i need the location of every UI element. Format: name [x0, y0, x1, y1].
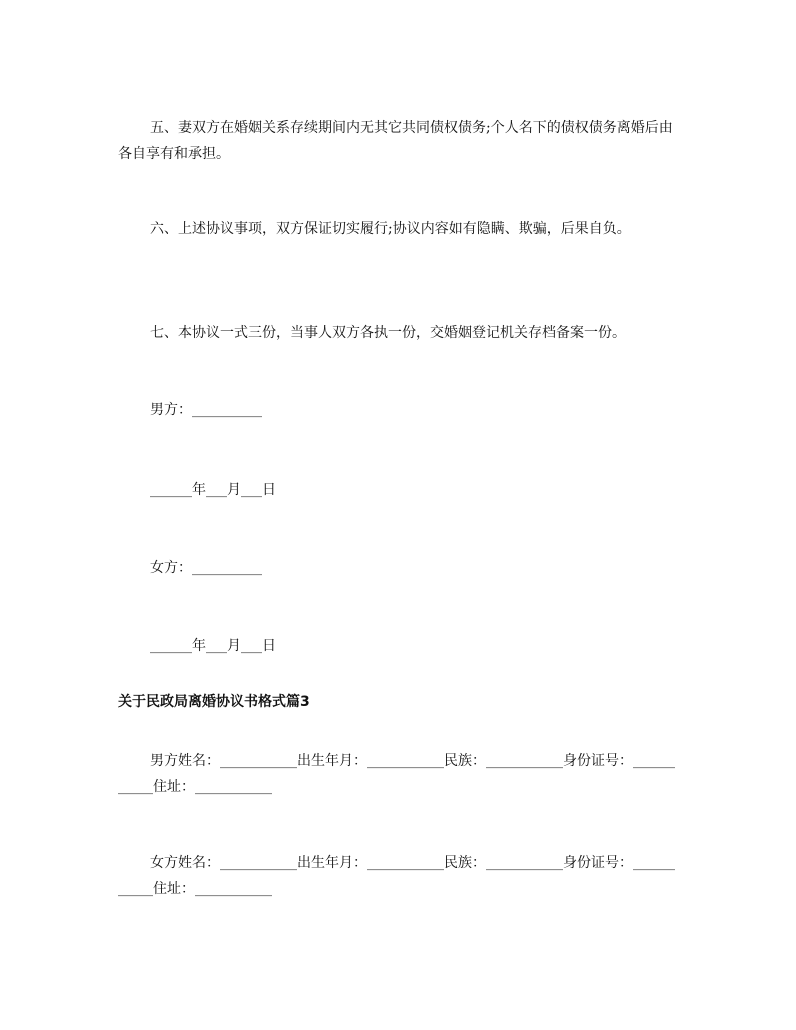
section-heading: 关于民政局离婚协议书格式篇3: [118, 694, 310, 710]
date-line-female: ______年___月___日: [150, 638, 276, 654]
clause-five: 五、妻双方在婚姻关系存续期间内无其它共同债权债务;个人名下的债权债务离婚后由各自享有和承担。: [118, 120, 673, 162]
date-line-male: ______年___月___日: [150, 482, 276, 498]
clause-seven: 七、本协议一式三份，当事人双方各执一份，交婚姻登记机关存档备案一份。: [150, 325, 626, 341]
male-info-paragraph: 男方姓名：___________出生年月：___________民族：___________身份证号：___________住址：___________: [118, 753, 675, 795]
female-info-paragraph: 女方姓名：___________出生年月：___________民族：___________身份证号：___________住址：___________: [118, 855, 675, 897]
male-signature-line: 男方：__________: [150, 402, 262, 418]
female-signature-line: 女方：__________: [150, 560, 262, 576]
clause-six: 六、上述协议事项，双方保证切实履行;协议内容如有隐瞒、欺骗，后果自负。: [150, 221, 631, 237]
